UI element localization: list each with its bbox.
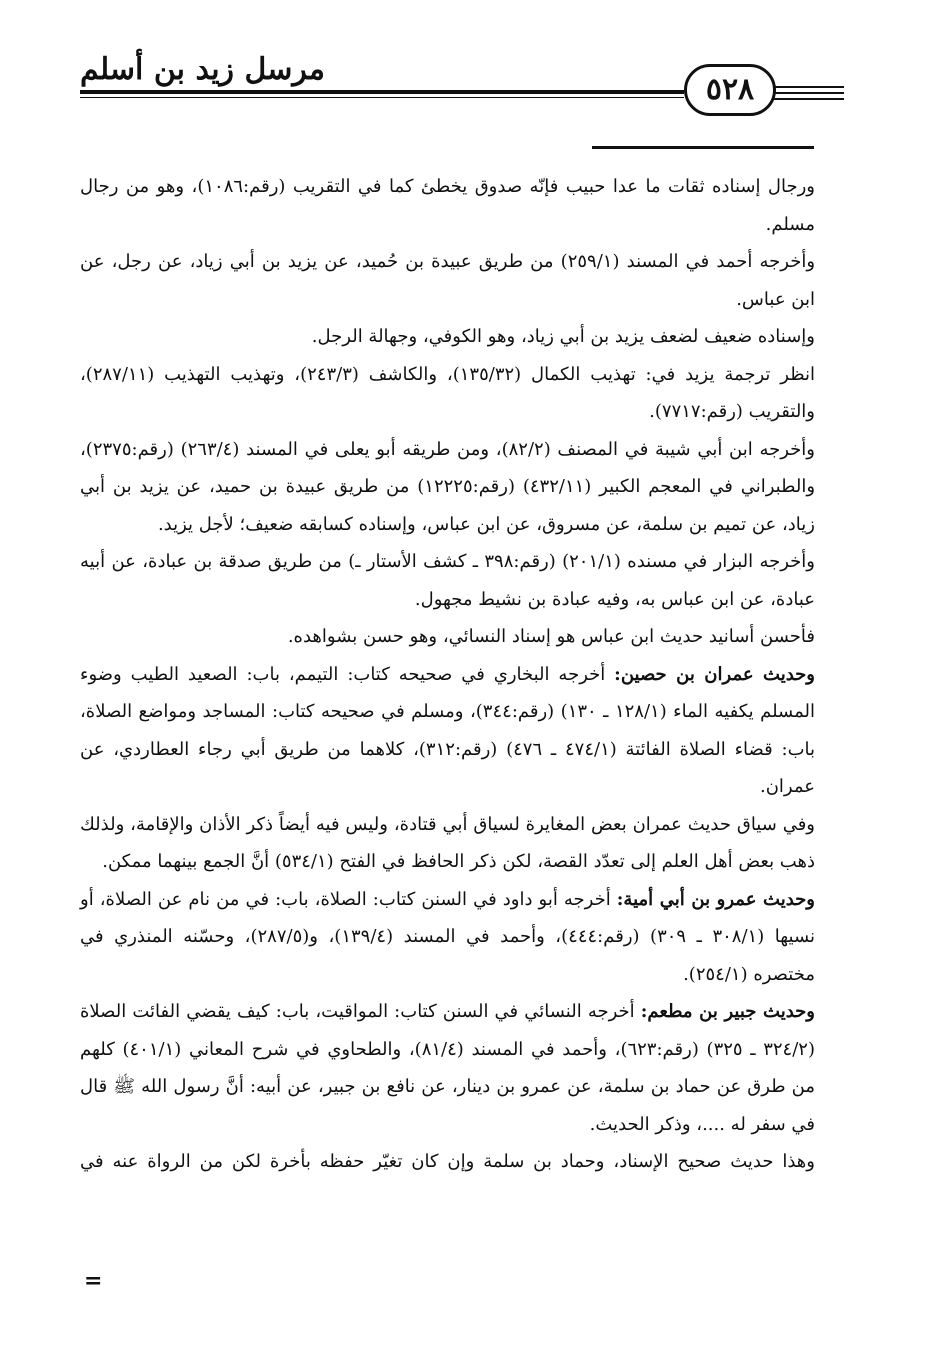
running-head-title: مرسل زيد بن أسلم — [80, 52, 325, 87]
paragraph-text: ورجال إسناده ثقات ما عدا حبيب فإنّه صدوق يخطئ كما في التقريب (رقم:١٠٨٦)، وهو من رجال مسلم. — [80, 176, 815, 235]
header-ornament-line — [768, 92, 844, 94]
paragraph-text: أخرجه أبو داود في السنن كتاب: الصلاة، باب: في من نام عن الصلاة، أو نسيها (٣٠٨/١ ـ ٣٠٩) (رقم:٤٤٤)، وأحمد في المسند (١٣٩/٤)، و(٢٨٧/٥)، وحسّنه المنذري في مختصره (٢٥٤/١). — [80, 888, 816, 985]
paragraph — [80, 168, 815, 243]
paragraph-lead: وحديث عمرو بن أبي أمية: — [616, 888, 815, 910]
paragraph — [80, 806, 815, 881]
paragraph-lead: وحديث عمران بن حصين: — [614, 663, 815, 685]
paragraph-lead: وحديث جبير بن مطعم: — [640, 1001, 815, 1022]
continuation-mark: = — [84, 1268, 103, 1294]
header-rule-thin — [80, 97, 684, 98]
header-ornament-line — [768, 98, 844, 100]
paragraph — [80, 356, 815, 431]
paragraph-text: وأخرجه أحمد في المسند (٢٥٩/١) من طريق عبيدة بن حُميد، عن يزيد بن أبي زياد، عن رجل، عن ابن عباس. — [80, 251, 816, 310]
paragraph-text: انظر ترجمة يزيد في: تهذيب الكمال (١٣٥/٣٢)، والكاشف (٢٤٣/٣)، وتهذيب التهذيب (٢٨٧/١١)، والتقريب (رقم:٧٧١٧). — [80, 363, 815, 422]
paragraph — [80, 1143, 815, 1181]
paragraph — [80, 243, 815, 318]
paragraph — [80, 881, 815, 994]
paragraph-text: أخرجه النسائي في السنن كتاب: المواقيت، باب: كيف يقضي الفائت الصلاة (٣٢٤/٢ ـ ٣٢٥) (رقم:٦٢٣)، وأحمد في المسند (٨١/٤)، والطحاوي في شرح المعاني (٤٠١/١) كلهم من طرق عن حماد بن سلمة، عن عمرو بن دينار، عن نافع بن جبير، عن أبيه: أنَّ رسول الله ﷺ قال في سفر له ....، وذكر الحديث. — [80, 1001, 815, 1135]
paragraph — [80, 431, 815, 544]
page-number: ٥٢٨ — [705, 72, 755, 107]
paragraph — [80, 618, 815, 656]
footnote-separator-rule — [592, 146, 814, 149]
header-ornament-line — [768, 86, 844, 88]
paragraph — [80, 656, 815, 806]
paragraph-text: وأخرجه ابن أبي شيبة في المصنف (٨٢/٢)، ومن طريقه أبو يعلى في المسند (٢٦٣/٤) (رقم:٢٣٧٥)، والطبراني في المعجم الكبير (٤٣٢/١١) (رقم:١٢٢٢٥) من طريق عبيدة بن حميد، عن يزيد بن أبي زياد، عن تميم بن سلمة، عن مسروق، عن ابن عباس، وإسناده كسابقه ضعيف؛ لأجل يزيد. — [80, 438, 816, 535]
paragraph — [80, 318, 815, 356]
paragraph-text: أخرجه البخاري في صحيحه كتاب: التيمم، باب: الصعيد الطيب وضوء المسلم يكفيه الماء (١٢٨/١ ـ ١٣٠) (رقم:٣٤٤)، ومسلم في صحيحه كتاب: المساجد ومواضع الصلاة، باب: قضاء الصلاة الفائتة (٤٧٤/١ ـ ٤٧٦) (رقم:٣١٢)، كلاهما من طريق أبي رجاء العطاردي، عن عمران. — [80, 663, 816, 797]
paragraph — [80, 993, 815, 1143]
header-rule — [80, 90, 684, 94]
paragraph-text: وهذا حديث صحيح الإسناد، وحماد بن سلمة وإن كان تغيّر حفظه بأخرة لكن من الرواة عنه في — [80, 1151, 815, 1172]
paragraph-text: وفي سياق حديث عمران بعض المغايرة لسياق أبي قتادة، وليس فيه أيضاً ذكر الأذان والإقامة، ولذلك ذهب بعض أهل العلم إلى تعدّد القصة، لكن ذكر الحافظ في الفتح (٥٣٤/١) أنَّ الجمع بينهما ممكن. — [80, 813, 815, 872]
paragraph — [80, 543, 815, 618]
page-number-badge — [684, 64, 776, 116]
page-body — [80, 168, 815, 1181]
paragraph-text: وإسناده ضعيف لضعف يزيد بن أبي زياد، وهو الكوفي، وجهالة الرجل. — [311, 326, 815, 347]
paragraph-text: فأحسن أسانيد حديث ابن عباس هو إسناد النسائي، وهو حسن بشواهده. — [287, 626, 815, 647]
paragraph-text: وأخرجه البزار في مسنده (٢٠١/١) (رقم:٣٩٨ ـ كشف الأستار ـ) من طريق صدقة بن عبادة، عن أبيه عبادة، عن ابن عباس به، وفيه عبادة بن نشيط مجهول. — [80, 551, 815, 610]
